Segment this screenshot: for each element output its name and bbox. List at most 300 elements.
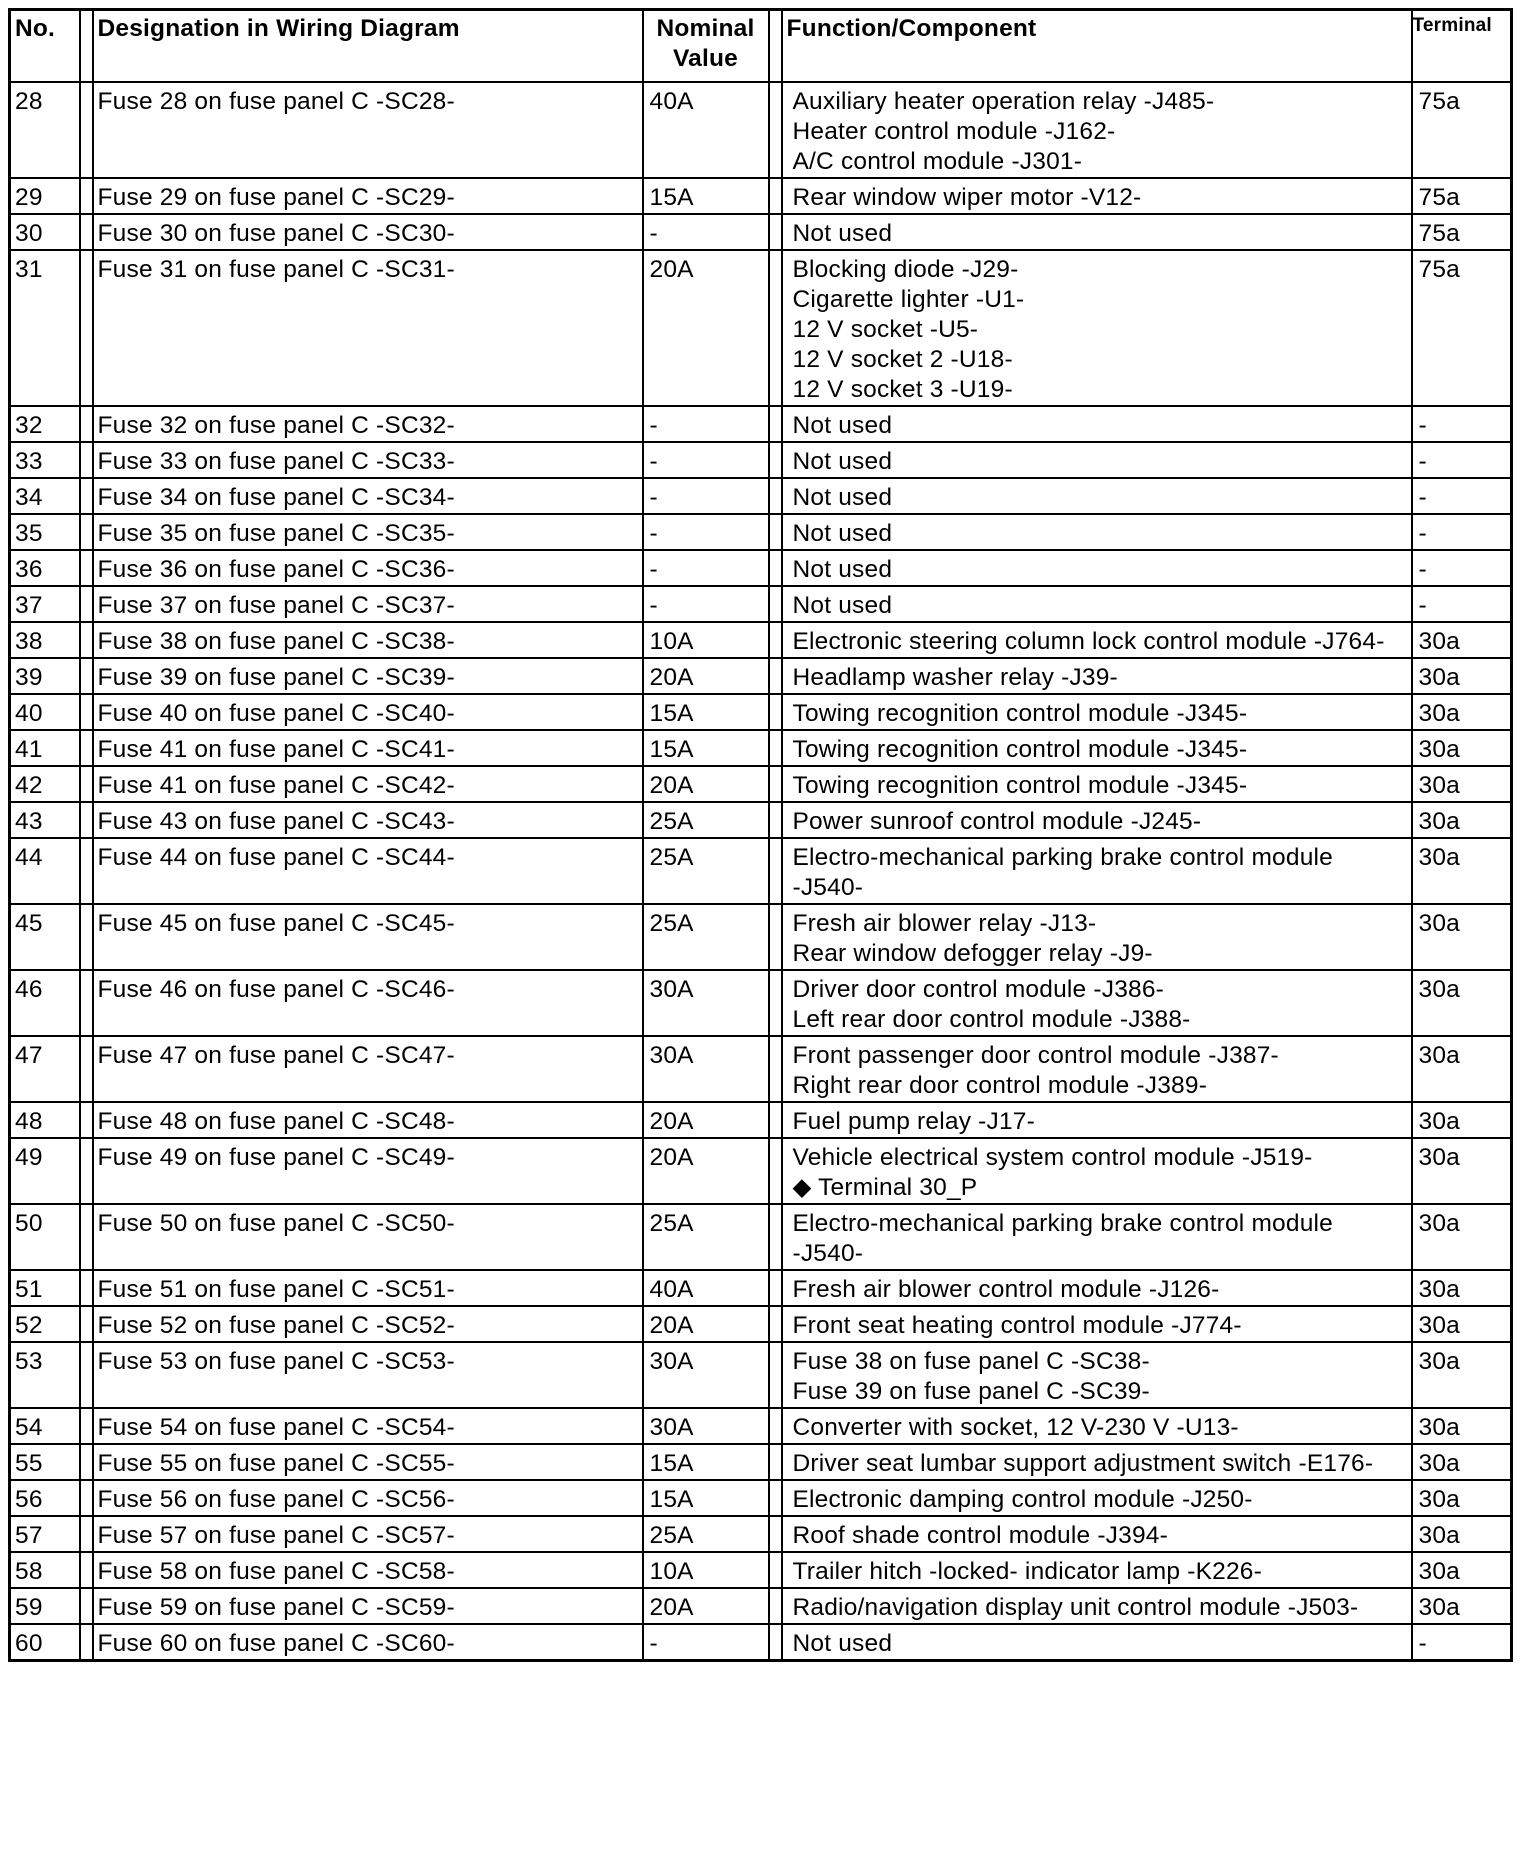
header-function: Function/Component	[782, 10, 1412, 83]
fuse-designation: Fuse 53 on fuse panel C -SC53-	[93, 1342, 643, 1408]
column-spacer	[80, 1306, 93, 1342]
terminal: 30a	[1412, 1588, 1512, 1624]
fuse-number: 29	[10, 178, 80, 214]
function-component	[782, 838, 1412, 904]
column-spacer	[769, 1624, 782, 1661]
terminal: 75a	[1412, 82, 1512, 178]
column-spacer	[80, 970, 93, 1036]
fuse-designation: Fuse 57 on fuse panel C -SC57-	[93, 1516, 643, 1552]
column-spacer	[80, 406, 93, 442]
function-component-line: Electronic steering column lock control module -J764-	[792, 628, 1385, 655]
nominal-value: 10A	[643, 1552, 769, 1588]
function-component	[782, 1138, 1412, 1204]
fuse-number: 54	[10, 1408, 80, 1444]
column-spacer	[80, 1516, 93, 1552]
terminal: 30a	[1412, 838, 1512, 904]
fuse-number: 59	[10, 1588, 80, 1624]
function-component-line: Power sunroof control module -J245-	[792, 808, 1202, 835]
column-spacer	[80, 1624, 93, 1661]
function-component	[782, 1270, 1412, 1306]
function-component-line: Rear window defogger relay -J9-	[792, 940, 1153, 967]
table-row	[10, 250, 1512, 406]
fuse-designation: Fuse 35 on fuse panel C -SC35-	[93, 514, 643, 550]
fuse-number: 55	[10, 1444, 80, 1480]
function-component	[782, 214, 1412, 250]
fuse-designation: Fuse 52 on fuse panel C -SC52-	[93, 1306, 643, 1342]
column-spacer	[80, 550, 93, 586]
function-component-line: Driver seat lumbar support adjustment switch -E176-	[792, 1450, 1374, 1477]
fuse-designation: Fuse 37 on fuse panel C -SC37-	[93, 586, 643, 622]
column-spacer	[80, 442, 93, 478]
column-spacer	[769, 1306, 782, 1342]
column-spacer	[769, 730, 782, 766]
terminal: 30a	[1412, 730, 1512, 766]
fuse-designation: Fuse 50 on fuse panel C -SC50-	[93, 1204, 643, 1270]
function-component	[782, 622, 1412, 658]
nominal-value: -	[643, 442, 769, 478]
column-spacer	[80, 82, 93, 178]
function-component-line: ◆ Terminal 30_P	[792, 1174, 978, 1201]
function-component-line: Front seat heating control module -J774-	[792, 1312, 1242, 1339]
column-spacer	[769, 1138, 782, 1204]
nominal-value: 15A	[643, 730, 769, 766]
terminal: 75a	[1412, 178, 1512, 214]
fuse-number: 42	[10, 766, 80, 802]
table-row	[10, 766, 1512, 802]
fuse-designation: Fuse 59 on fuse panel C -SC59-	[93, 1588, 643, 1624]
function-component-line: Fuse 39 on fuse panel C -SC39-	[792, 1378, 1150, 1405]
function-component-line: Fresh air blower relay -J13-	[792, 910, 1097, 937]
function-component	[782, 1444, 1412, 1480]
column-spacer	[80, 1342, 93, 1408]
nominal-value: -	[643, 406, 769, 442]
column-spacer	[769, 838, 782, 904]
terminal: 30a	[1412, 970, 1512, 1036]
column-spacer	[769, 904, 782, 970]
column-spacer	[769, 1588, 782, 1624]
column-spacer	[769, 970, 782, 1036]
terminal: -	[1412, 550, 1512, 586]
column-spacer	[80, 622, 93, 658]
terminal: 30a	[1412, 904, 1512, 970]
function-component	[782, 1102, 1412, 1138]
function-component	[782, 1588, 1412, 1624]
function-component	[782, 406, 1412, 442]
fuse-designation: Fuse 45 on fuse panel C -SC45-	[93, 904, 643, 970]
fuse-number: 49	[10, 1138, 80, 1204]
terminal: 30a	[1412, 1342, 1512, 1408]
terminal: -	[1412, 514, 1512, 550]
fuse-number: 44	[10, 838, 80, 904]
function-component-line: Not used	[792, 592, 893, 619]
column-spacer	[769, 550, 782, 586]
column-spacer	[80, 838, 93, 904]
function-component-line: Radio/navigation display unit control module -J503-	[792, 1594, 1359, 1621]
column-spacer	[769, 622, 782, 658]
fuse-assignment-table	[8, 8, 1513, 1662]
function-component-line: Trailer hitch -locked- indicator lamp -K226-	[792, 1558, 1262, 1585]
column-spacer	[80, 904, 93, 970]
table-row	[10, 1408, 1512, 1444]
function-component-line: Front passenger door control module -J387-	[792, 1042, 1279, 1069]
table-row	[10, 1270, 1512, 1306]
nominal-value: 10A	[643, 622, 769, 658]
table-row	[10, 1036, 1512, 1102]
column-spacer	[80, 1102, 93, 1138]
fuse-designation: Fuse 51 on fuse panel C -SC51-	[93, 1270, 643, 1306]
fuse-number: 31	[10, 250, 80, 406]
nominal-value: 30A	[643, 1036, 769, 1102]
table-row	[10, 214, 1512, 250]
function-component-line: Not used	[792, 448, 893, 475]
terminal: 75a	[1412, 214, 1512, 250]
column-spacer	[769, 250, 782, 406]
function-component	[782, 1036, 1412, 1102]
terminal: 30a	[1412, 1480, 1512, 1516]
terminal: -	[1412, 442, 1512, 478]
fuse-number: 45	[10, 904, 80, 970]
function-component-line: 12 V socket 2 -U18-	[792, 346, 1013, 373]
function-component-line: Not used	[792, 484, 893, 511]
header-row	[10, 10, 1512, 83]
nominal-value: 25A	[643, 838, 769, 904]
function-component	[782, 442, 1412, 478]
fuse-number: 47	[10, 1036, 80, 1102]
function-component	[782, 730, 1412, 766]
function-component	[782, 1408, 1412, 1444]
column-spacer	[80, 1552, 93, 1588]
fuse-number: 34	[10, 478, 80, 514]
function-component	[782, 802, 1412, 838]
fuse-table-body	[10, 82, 1512, 1661]
fuse-designation: Fuse 60 on fuse panel C -SC60-	[93, 1624, 643, 1661]
nominal-value: 20A	[643, 658, 769, 694]
function-component-line: Electronic damping control module -J250-	[792, 1486, 1253, 1513]
fuse-designation: Fuse 41 on fuse panel C -SC42-	[93, 766, 643, 802]
fuse-designation: Fuse 41 on fuse panel C -SC41-	[93, 730, 643, 766]
column-spacer	[80, 1204, 93, 1270]
function-component-line: Not used	[792, 1630, 893, 1657]
function-component	[782, 1204, 1412, 1270]
table-row	[10, 82, 1512, 178]
function-component-line: Electro-mechanical parking brake control module	[792, 1210, 1333, 1237]
column-spacer	[80, 1036, 93, 1102]
nominal-value: -	[643, 514, 769, 550]
function-component-line: 12 V socket -U5-	[792, 316, 979, 343]
fuse-number: 32	[10, 406, 80, 442]
column-spacer	[80, 802, 93, 838]
function-component-line: Not used	[792, 220, 893, 247]
nominal-value: 25A	[643, 1204, 769, 1270]
nominal-value: 20A	[643, 1306, 769, 1342]
column-spacer	[80, 514, 93, 550]
fuse-designation: Fuse 31 on fuse panel C -SC31-	[93, 250, 643, 406]
header-spacer	[80, 10, 93, 83]
function-component	[782, 1342, 1412, 1408]
nominal-value: 30A	[643, 1408, 769, 1444]
fuse-designation: Fuse 46 on fuse panel C -SC46-	[93, 970, 643, 1036]
function-component	[782, 478, 1412, 514]
fuse-designation: Fuse 58 on fuse panel C -SC58-	[93, 1552, 643, 1588]
function-component-line: -J540-	[792, 1240, 864, 1267]
column-spacer	[80, 766, 93, 802]
nominal-value: 30A	[643, 1342, 769, 1408]
column-spacer	[769, 514, 782, 550]
nominal-value: 15A	[643, 178, 769, 214]
fuse-number: 57	[10, 1516, 80, 1552]
column-spacer	[80, 730, 93, 766]
function-component-line: Electro-mechanical parking brake control module	[792, 844, 1333, 871]
terminal: 30a	[1412, 1102, 1512, 1138]
header-spacer	[769, 10, 782, 83]
terminal: 30a	[1412, 802, 1512, 838]
function-component	[782, 586, 1412, 622]
fuse-designation: Fuse 47 on fuse panel C -SC47-	[93, 1036, 643, 1102]
column-spacer	[769, 1204, 782, 1270]
table-row	[10, 550, 1512, 586]
header-designation: Designation in Wiring Diagram	[93, 10, 643, 83]
function-component-line: -J540-	[792, 874, 864, 901]
fuse-number: 53	[10, 1342, 80, 1408]
table-row	[10, 802, 1512, 838]
terminal: -	[1412, 406, 1512, 442]
column-spacer	[769, 694, 782, 730]
table-row	[10, 1480, 1512, 1516]
fuse-number: 37	[10, 586, 80, 622]
nominal-value: 20A	[643, 1588, 769, 1624]
fuse-number: 43	[10, 802, 80, 838]
terminal: 30a	[1412, 1138, 1512, 1204]
column-spacer	[80, 478, 93, 514]
fuse-designation: Fuse 29 on fuse panel C -SC29-	[93, 178, 643, 214]
fuse-number: 30	[10, 214, 80, 250]
nominal-value: 15A	[643, 1480, 769, 1516]
terminal: 30a	[1412, 766, 1512, 802]
terminal: -	[1412, 586, 1512, 622]
terminal: 30a	[1412, 622, 1512, 658]
terminal: 30a	[1412, 1306, 1512, 1342]
fuse-designation: Fuse 33 on fuse panel C -SC33-	[93, 442, 643, 478]
column-spacer	[80, 214, 93, 250]
nominal-value: 25A	[643, 904, 769, 970]
fuse-number: 35	[10, 514, 80, 550]
fuse-designation: Fuse 36 on fuse panel C -SC36-	[93, 550, 643, 586]
function-component-line: Towing recognition control module -J345-	[792, 772, 1248, 799]
fuse-designation: Fuse 43 on fuse panel C -SC43-	[93, 802, 643, 838]
nominal-value: 15A	[643, 694, 769, 730]
function-component	[782, 1516, 1412, 1552]
table-row	[10, 478, 1512, 514]
function-component-line: Towing recognition control module -J345-	[792, 736, 1248, 763]
fuse-designation: Fuse 38 on fuse panel C -SC38-	[93, 622, 643, 658]
fuse-designation: Fuse 32 on fuse panel C -SC32-	[93, 406, 643, 442]
terminal: 30a	[1412, 658, 1512, 694]
function-component	[782, 1552, 1412, 1588]
function-component-line: Cigarette lighter -U1-	[792, 286, 1025, 313]
function-component-line: Driver door control module -J386-	[792, 976, 1165, 1003]
terminal: 30a	[1412, 1552, 1512, 1588]
fuse-number: 46	[10, 970, 80, 1036]
terminal: 30a	[1412, 1408, 1512, 1444]
function-component-line: Towing recognition control module -J345-	[792, 700, 1248, 727]
fuse-number: 33	[10, 442, 80, 478]
nominal-value: -	[643, 478, 769, 514]
column-spacer	[80, 178, 93, 214]
terminal: -	[1412, 478, 1512, 514]
column-spacer	[769, 478, 782, 514]
column-spacer	[80, 694, 93, 730]
function-component-line: Headlamp washer relay -J39-	[792, 664, 1118, 691]
header-nominal-value	[643, 10, 769, 83]
terminal: 30a	[1412, 1270, 1512, 1306]
nominal-value: -	[643, 550, 769, 586]
function-component-line: Not used	[792, 520, 893, 547]
function-component-line: Converter with socket, 12 V-230 V -U13-	[792, 1414, 1239, 1441]
function-component-line: Rear window wiper motor -V12-	[792, 184, 1142, 211]
fuse-designation: Fuse 56 on fuse panel C -SC56-	[93, 1480, 643, 1516]
column-spacer	[769, 214, 782, 250]
function-component	[782, 250, 1412, 406]
column-spacer	[769, 1408, 782, 1444]
function-component-line: Fuse 38 on fuse panel C -SC38-	[792, 1348, 1150, 1375]
column-spacer	[769, 802, 782, 838]
fuse-number: 39	[10, 658, 80, 694]
function-component	[782, 1480, 1412, 1516]
fuse-designation: Fuse 49 on fuse panel C -SC49-	[93, 1138, 643, 1204]
table-row	[10, 1444, 1512, 1480]
nominal-value: 25A	[643, 1516, 769, 1552]
header-terminal: Terminal	[1412, 10, 1512, 83]
nominal-value: -	[643, 586, 769, 622]
function-component-line: Vehicle electrical system control module -J519-	[792, 1144, 1313, 1171]
function-component	[782, 178, 1412, 214]
function-component-line: Not used	[792, 412, 893, 439]
column-spacer	[80, 250, 93, 406]
table-row	[10, 970, 1512, 1036]
function-component-line: Heater control module -J162-	[792, 118, 1116, 145]
column-spacer	[769, 442, 782, 478]
column-spacer	[80, 1270, 93, 1306]
column-spacer	[769, 1270, 782, 1306]
terminal: 30a	[1412, 1444, 1512, 1480]
fuse-designation: Fuse 30 on fuse panel C -SC30-	[93, 214, 643, 250]
table-row	[10, 730, 1512, 766]
table-row	[10, 694, 1512, 730]
fuse-number: 58	[10, 1552, 80, 1588]
function-component-line: Roof shade control module -J394-	[792, 1522, 1168, 1549]
table-row	[10, 1588, 1512, 1624]
nominal-value: 30A	[643, 970, 769, 1036]
terminal: 30a	[1412, 694, 1512, 730]
fuse-number: 52	[10, 1306, 80, 1342]
fuse-designation: Fuse 55 on fuse panel C -SC55-	[93, 1444, 643, 1480]
column-spacer	[80, 1480, 93, 1516]
function-component-line: Right rear door control module -J389-	[792, 1072, 1208, 1099]
nominal-value: 20A	[643, 766, 769, 802]
fuse-number: 56	[10, 1480, 80, 1516]
fuse-number: 50	[10, 1204, 80, 1270]
terminal: 75a	[1412, 250, 1512, 406]
column-spacer	[80, 586, 93, 622]
table-row	[10, 658, 1512, 694]
column-spacer	[769, 1036, 782, 1102]
table-row	[10, 1102, 1512, 1138]
terminal: 30a	[1412, 1204, 1512, 1270]
table-row	[10, 622, 1512, 658]
table-row	[10, 442, 1512, 478]
function-component	[782, 550, 1412, 586]
nominal-value: 40A	[643, 82, 769, 178]
nominal-value: -	[643, 1624, 769, 1661]
column-spacer	[80, 1408, 93, 1444]
table-row	[10, 1624, 1512, 1661]
fuse-number: 28	[10, 82, 80, 178]
column-spacer	[769, 1444, 782, 1480]
header-nominal-line2: Value	[672, 45, 738, 72]
column-spacer	[769, 1480, 782, 1516]
function-component-line: Blocking diode -J29-	[792, 256, 1019, 283]
table-row	[10, 406, 1512, 442]
column-spacer	[769, 658, 782, 694]
fuse-number: 51	[10, 1270, 80, 1306]
fuse-designation: Fuse 34 on fuse panel C -SC34-	[93, 478, 643, 514]
fuse-number: 40	[10, 694, 80, 730]
function-component-line: Auxiliary heater operation relay -J485-	[792, 88, 1215, 115]
column-spacer	[80, 1444, 93, 1480]
column-spacer	[769, 1516, 782, 1552]
function-component	[782, 514, 1412, 550]
fuse-number: 36	[10, 550, 80, 586]
fuse-number: 60	[10, 1624, 80, 1661]
nominal-value: -	[643, 214, 769, 250]
terminal: -	[1412, 1624, 1512, 1661]
column-spacer	[80, 1588, 93, 1624]
table-row	[10, 178, 1512, 214]
fuse-designation: Fuse 28 on fuse panel C -SC28-	[93, 82, 643, 178]
nominal-value: 15A	[643, 1444, 769, 1480]
fuse-designation: Fuse 44 on fuse panel C -SC44-	[93, 838, 643, 904]
table-row	[10, 1204, 1512, 1270]
column-spacer	[80, 1138, 93, 1204]
fuse-designation: Fuse 54 on fuse panel C -SC54-	[93, 1408, 643, 1444]
table-row	[10, 904, 1512, 970]
table-row	[10, 1552, 1512, 1588]
function-component	[782, 1624, 1412, 1661]
function-component	[782, 82, 1412, 178]
function-component	[782, 694, 1412, 730]
fuse-designation: Fuse 40 on fuse panel C -SC40-	[93, 694, 643, 730]
header-nominal-line1: Nominal	[656, 15, 755, 42]
column-spacer	[769, 1552, 782, 1588]
terminal: 30a	[1412, 1516, 1512, 1552]
nominal-value: 20A	[643, 1138, 769, 1204]
nominal-value: 40A	[643, 1270, 769, 1306]
fuse-designation: Fuse 39 on fuse panel C -SC39-	[93, 658, 643, 694]
function-component-line: Left rear door control module -J388-	[792, 1006, 1191, 1033]
column-spacer	[769, 178, 782, 214]
function-component	[782, 1306, 1412, 1342]
column-spacer	[769, 1342, 782, 1408]
table-row	[10, 838, 1512, 904]
function-component-line: A/C control module -J301-	[792, 148, 1083, 175]
column-spacer	[769, 1102, 782, 1138]
column-spacer	[769, 82, 782, 178]
function-component-line: Not used	[792, 556, 893, 583]
table-row	[10, 1516, 1512, 1552]
fuse-number: 48	[10, 1102, 80, 1138]
function-component	[782, 904, 1412, 970]
header-no: No.	[10, 10, 80, 83]
